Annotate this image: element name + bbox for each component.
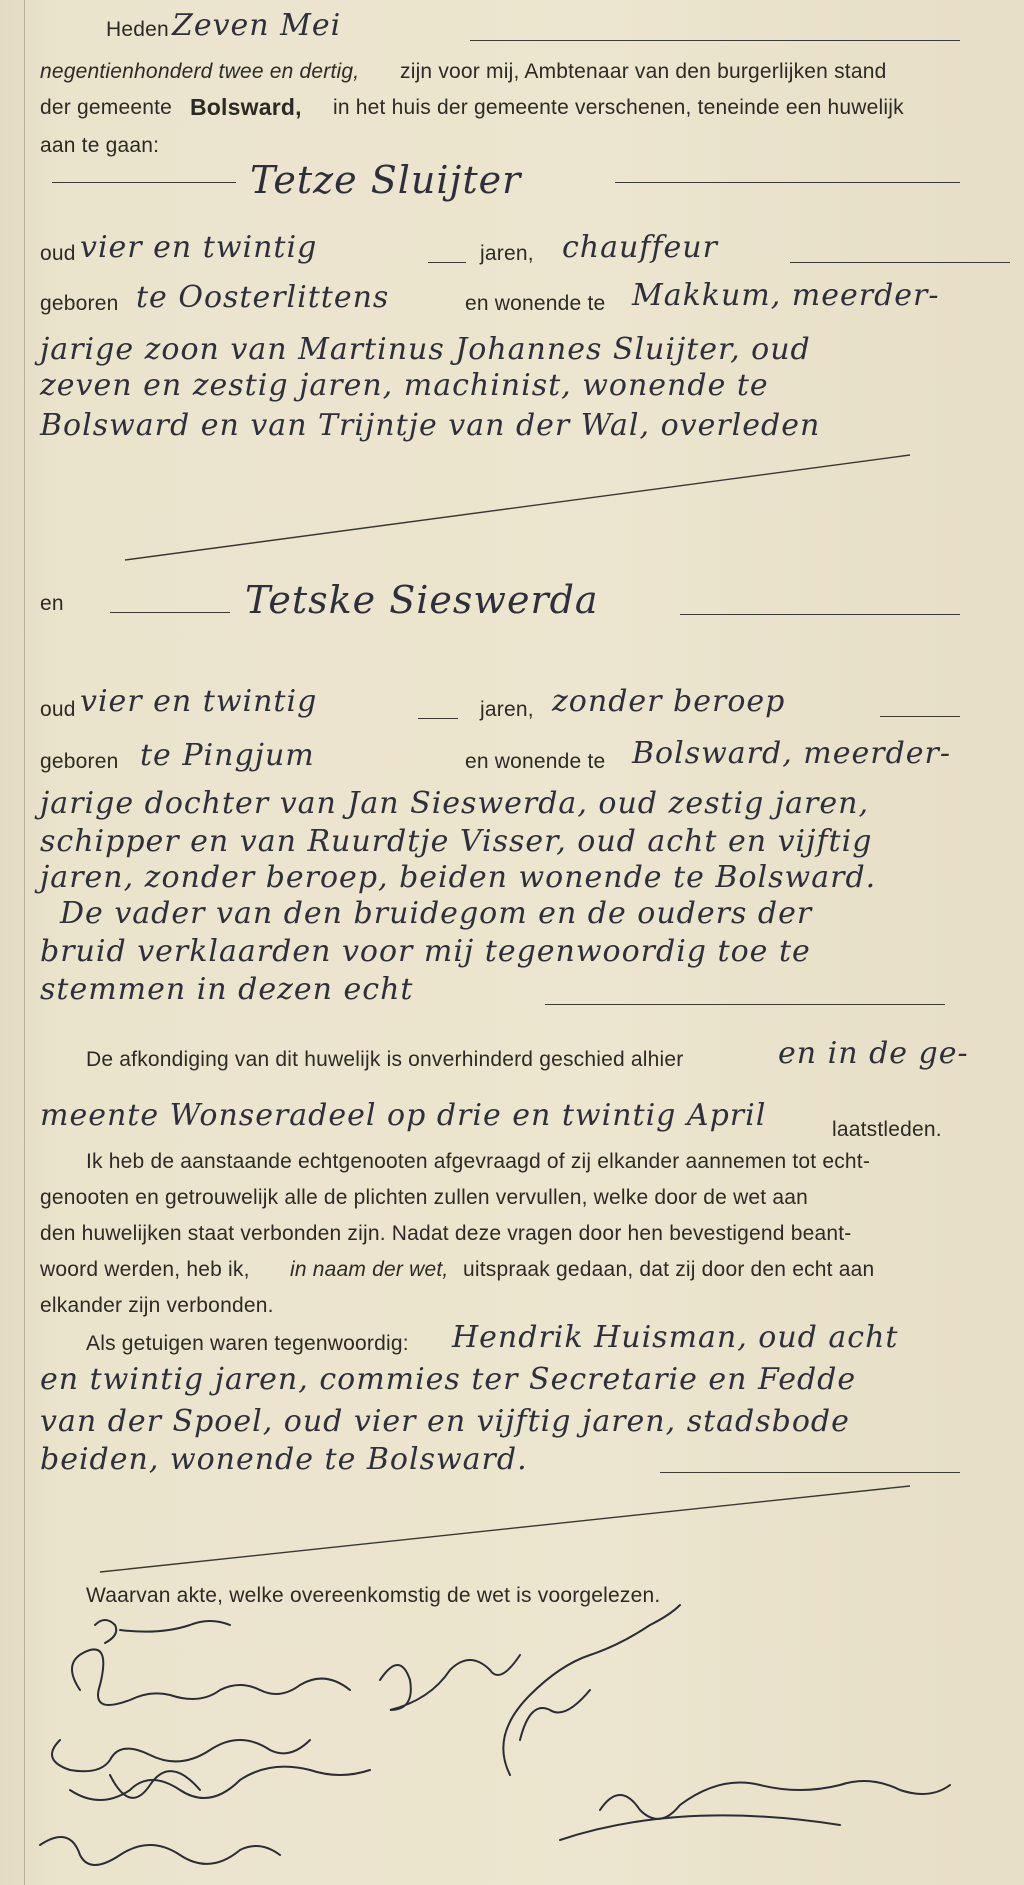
witnesses-hand4: beiden, wonende te Bolsward.	[40, 1442, 528, 1477]
groom-line4: Bolsward en van Trijntje van der Wal, overleden	[40, 408, 821, 443]
blank-rule	[880, 716, 960, 717]
declaration-p4-italic: in naam der wet,	[290, 1258, 449, 1281]
bride-birthplace: te Pingjum	[140, 738, 315, 773]
groom-name: Tetze Sluijter	[250, 158, 522, 202]
groom-geboren-label: geboren	[40, 292, 119, 315]
bride-en-label: en	[40, 592, 64, 615]
bride-line3: schipper en van Ruurdtje Visser, oud acht en vijftig	[40, 824, 873, 859]
declaration-p4-post: uitspraak gedaan, dat zij door den echt aan	[463, 1258, 875, 1281]
witnesses-hand2: en twintig jaren, commies ter Secretarie en Fedde	[40, 1362, 857, 1397]
bride-age: vier en twintig	[80, 684, 318, 719]
bride-jaren-label: jaren,	[480, 698, 534, 721]
municipality-name: Bolsward,	[190, 94, 302, 120]
witnesses-hand1: Hendrik Huisman, oud acht	[452, 1320, 899, 1355]
groom-age: vier en twintig	[80, 230, 318, 265]
blank-rule	[680, 614, 960, 615]
proclamation-hand2: meente Wonseradeel op drie en twintig April	[40, 1098, 767, 1133]
witnesses-hand3: van der Spoel, oud vier en vijftig jaren, stadsbode	[40, 1404, 850, 1439]
bride-line7: stemmen in dezen echt	[40, 972, 414, 1007]
bride-wonende-label: en wonende te	[465, 750, 606, 773]
declaration-p2: genooten en getrouwelijk alle de plichten zullen vervullen, welke door de wet aan	[40, 1186, 809, 1209]
groom-oud-label: oud	[40, 242, 76, 265]
header-line2-post: in het huis der gemeente verschenen, teneinde een huwelijk	[333, 96, 904, 119]
closing-text: Waarvan akte, welke overeenkomstig de wet is voorgelezen.	[86, 1584, 661, 1607]
bride-line2: jarige dochter van Jan Sieswerda, oud zestig jaren,	[40, 786, 869, 821]
groom-line3: zeven en zestig jaren, machinist, wonende te	[40, 368, 769, 403]
laatstleden-label: laatstleden.	[832, 1118, 942, 1141]
heden-label: Heden	[106, 18, 169, 41]
groom-line2: jarige zoon van Martinus Johannes Sluijter, oud	[40, 332, 811, 367]
signatures	[0, 1600, 1024, 1885]
header-line2-pre: der gemeente	[40, 96, 172, 119]
bride-occupation: zonder beroep	[552, 684, 786, 719]
date-printed: negentienhonderd twee en dertig,	[40, 60, 360, 83]
witnesses-label: Als getuigen waren tegenwoordig:	[86, 1332, 409, 1355]
blank-rule	[418, 718, 458, 719]
bride-line5: De vader van den bruidegom en de ouders der	[60, 896, 813, 931]
bride-residence: Bolsward, meerder-	[632, 736, 952, 771]
declaration-p1: Ik heb de aanstaande echtgenooten afgevraagd of zij elkander aannemen tot echt-	[86, 1150, 871, 1173]
groom-wonende-label: en wonende te	[465, 292, 606, 315]
proclamation-hand1: en in de ge-	[778, 1036, 969, 1071]
header-line1-rest: zijn voor mij, Ambtenaar van den burgerlijken stand	[400, 60, 887, 83]
declaration-p4-pre: woord werden, heb ik,	[40, 1258, 250, 1281]
declaration-p5: elkander zijn verbonden.	[40, 1294, 274, 1317]
groom-birthplace: te Oosterlittens	[136, 280, 390, 315]
groom-residence: Makkum, meerder-	[632, 278, 940, 313]
groom-jaren-label: jaren,	[480, 242, 534, 265]
bride-line4: jaren, zonder beroep, beiden wonende te Bolsward.	[40, 860, 877, 895]
bride-oud-label: oud	[40, 698, 76, 721]
groom-occupation: chauffeur	[562, 230, 718, 265]
proclamation-text: De afkondiging van dit huwelijk is onverhinderd geschied alhier	[86, 1048, 684, 1071]
header-line3: aan te gaan:	[40, 134, 160, 157]
declaration-p3: den huwelijken staat verbonden zijn. Nadat deze vragen door hen bevestigend beant-	[40, 1222, 852, 1245]
bride-name: Tetske Sieswerda	[245, 578, 599, 622]
blank-rule	[110, 612, 230, 613]
blank-rule	[545, 1004, 945, 1005]
bride-geboren-label: geboren	[40, 750, 119, 773]
bride-line6: bruid verklaarden voor mij tegenwoordig toe te	[40, 934, 811, 969]
blank-rule	[660, 1472, 960, 1473]
date-handwritten: Zeven Mei	[172, 8, 342, 43]
